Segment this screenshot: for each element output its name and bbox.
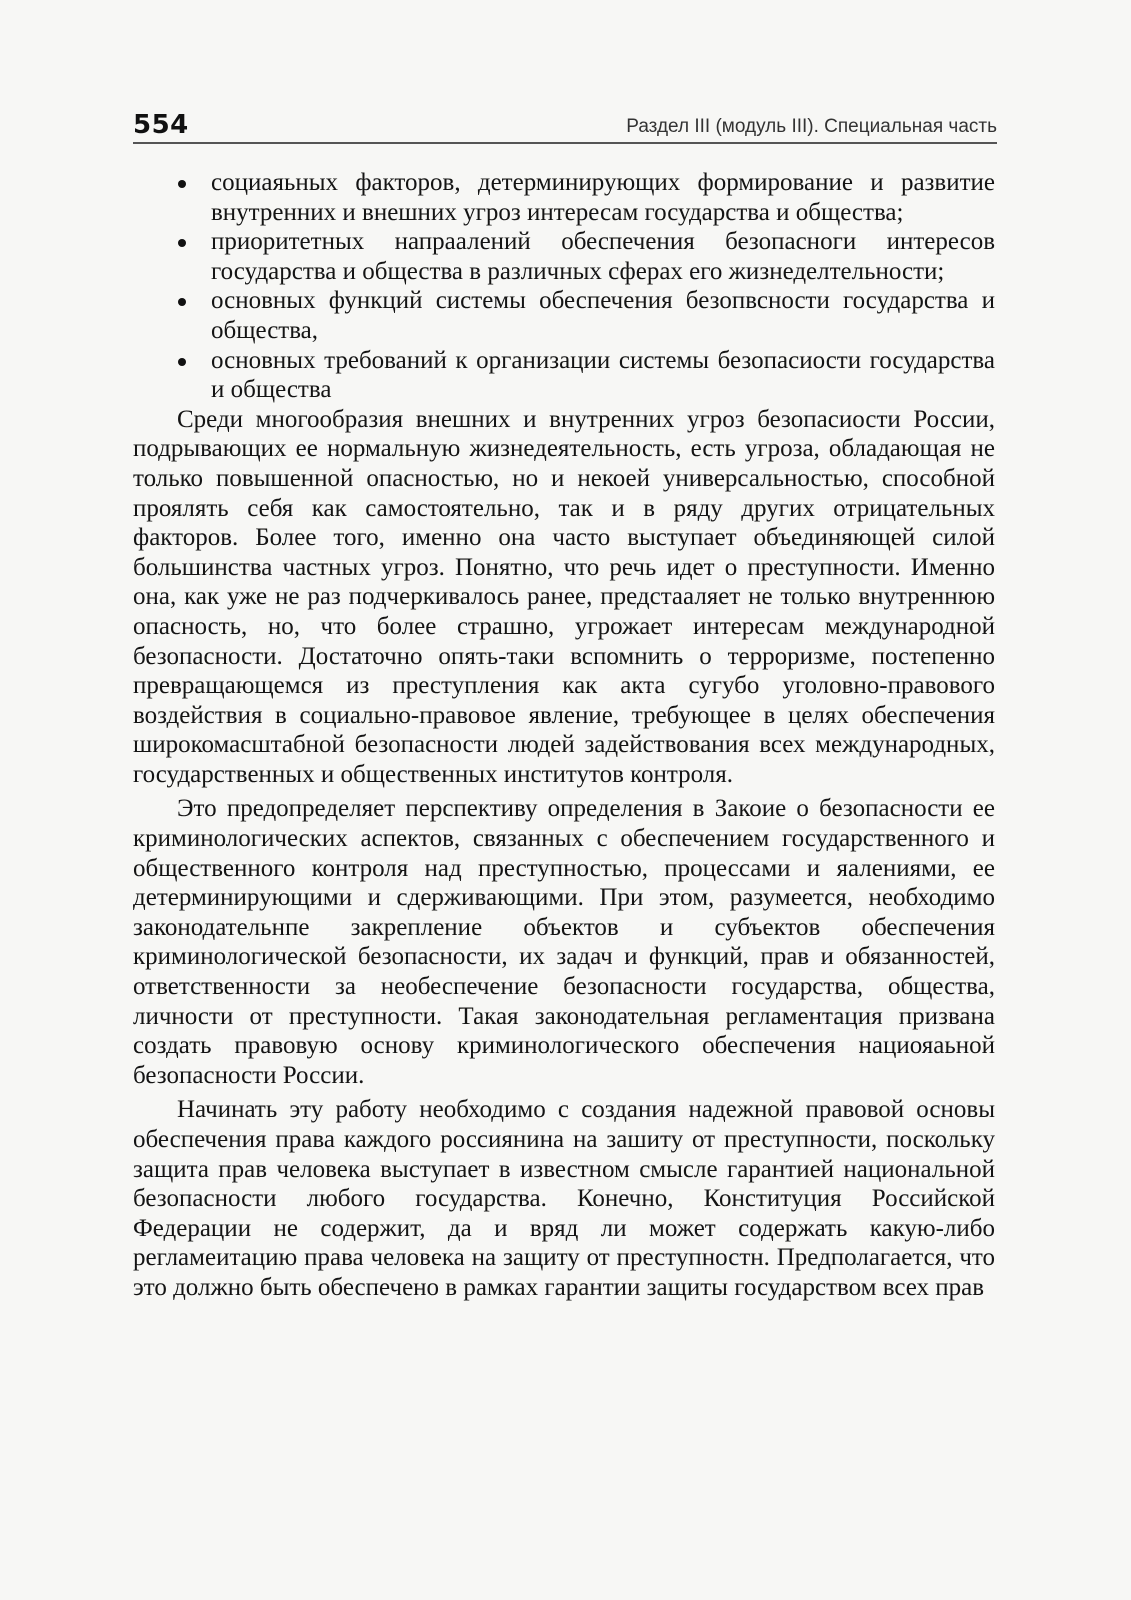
bullet-item — [133, 286, 995, 345]
bullet-icon — [178, 298, 186, 306]
running-header — [133, 106, 997, 146]
bullet-item — [133, 346, 995, 405]
bullet-item — [133, 227, 995, 286]
bullet-list — [133, 168, 995, 405]
bullet-icon — [178, 358, 186, 366]
bullet-text: социаяьных факторов, детерминирующих формирование и развитие внутренних и внешних угроз интересам государства и общества; — [211, 169, 995, 226]
bullet-icon — [178, 239, 186, 247]
section-title: Раздел III (модуль III). Специальная часть — [626, 116, 997, 137]
page-number: 554 — [133, 110, 189, 140]
bullet-text: основных требований к организации системы безопасиости государства и общества — [211, 346, 995, 404]
body-text — [133, 168, 995, 1303]
paragraph: Начинать эту работу необходимо с создания надежной правовой основы обеспечения права каждого россиянина на зашиту от преступности, поскольку защита прав человека выступает в известном смысле гарантией национальной безопасности любого государства. Конечно, Конституция Российской Федерации не содержит, да и вряд ли может содержать какую-либо регламеитацию права человека на защиту от преступностн. Предполагается, что это должно быть обеспечено в рамках гарантии защиты государством всех прав — [133, 1096, 995, 1301]
paragraph: Это предопределяет перспективу определения в Закоие о безопасности ее криминологических аспектов, связанных с обеспечением государственного и общественного контроля над преступностью, процессами и яалениями, ее детерминирующими и сдерживающими. При этом, разумеется, необходимо законодательнпе закрепление объектов и субъектов обеспечения криминологической безопасности, их задач и функций, прав и обязанностей, ответственности за необеспечение безопасности государства, общества, личности от преступности. Такая законодательная регламентация призвана создать правовую основу криминологического обеспечения нациояаьной безопасности России. — [133, 795, 995, 1089]
paragraph: Среди многообразия внешних и внутренних угроз безопасиости России, подрывающих ее нормальную жизнедеятельность, есть угроза, обладающая не только повышенной опасностью, но и некоей универсальностью, способной проялять себя как самостоятельно, так и в ряду других отрицательных факторов. Более того, именно она часто выступает объединяющей силой большинства частных угроз. Понятно, что речь идет о преступности. Именно она, как уже не раз подчеркивалось ранее, предстааляет не только внутреннюю опасность, но, что более страшно, угрожает интересам международной безопасности. Достаточно опять-таки вспомнить о терроризме, постепенно превращающемся из преступления как акта сугубо уголовно-правового воздействия в социально-правовое явление, требующее в целях обеспечения широкомасштабной безопасности людей задействования всех международных, государственных и общественных институтов контроля. — [133, 405, 995, 788]
bullet-text: приоритетных напраалений обеспечения безопасноги интересов государства и общества в различных сферах его жизнеделтельности; — [211, 228, 995, 285]
bullet-text: основных функций системы обеспечения безопвсности государства и общества, — [211, 287, 995, 344]
bullet-icon — [178, 180, 186, 188]
header-rule — [133, 142, 997, 144]
bullet-item — [133, 168, 995, 227]
